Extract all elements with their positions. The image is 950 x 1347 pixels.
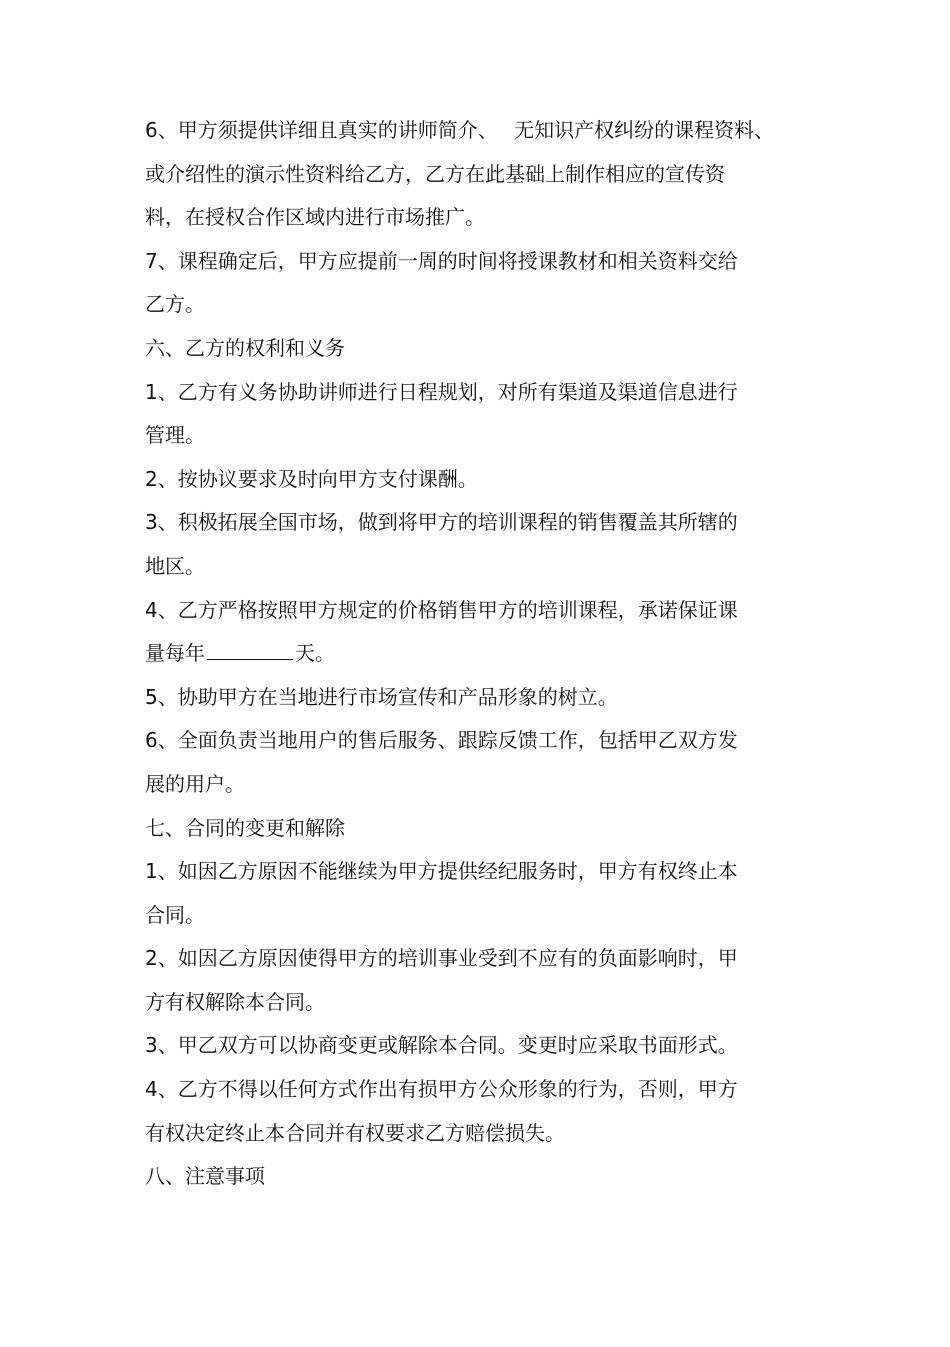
section-heading-six: 六、乙方的权利和义务 xyxy=(145,335,345,360)
item-4-line-1: 4、乙方严格按照甲方规定的价格销售甲方的培训课程，承诺保证课 xyxy=(145,597,738,622)
change-item-2-line-2: 方有权解除本合同。 xyxy=(145,989,325,1014)
clause-7-line-2: 乙方。 xyxy=(145,292,205,317)
clause-7-line-1: 7、课程确定后，甲方应提前一周的时间将授课教材和相关资料交给 xyxy=(145,248,738,273)
item-5-line-1: 5、协助甲方在当地进行市场宣传和产品形象的树立。 xyxy=(145,684,618,709)
clause-6-line-2: 或介绍性的演示性资料给乙方，乙方在此基础上制作相应的宣传资 xyxy=(145,161,725,186)
change-item-2-line-1: 2、如因乙方原因使得甲方的培训事业受到不应有的负面影响时，甲 xyxy=(145,946,738,971)
days-blank-field xyxy=(207,641,293,660)
change-item-1-line-1: 1、如因乙方原因不能继续为甲方提供经纪服务时，甲方有权终止本 xyxy=(145,859,738,884)
section-heading-seven: 七、合同的变更和解除 xyxy=(145,815,345,840)
item-4-line-2 xyxy=(145,632,805,676)
item-6-line-2: 展的用户。 xyxy=(145,771,245,796)
item-6-line-1: 6、全面负责当地用户的售后服务、跟踪反馈工作，包括甲乙双方发 xyxy=(145,728,738,753)
clause-6-line-3: 料，在授权合作区域内进行市场推广。 xyxy=(145,205,485,230)
change-item-1-line-2: 合同。 xyxy=(145,902,205,927)
item-1-line-2: 管理。 xyxy=(145,423,205,448)
item-4-line-2-prefix: 量每年 xyxy=(145,641,205,666)
item-1-line-1: 1、乙方有义务协助讲师进行日程规划，对所有渠道及渠道信息进行 xyxy=(145,379,738,404)
change-item-3-line-1: 3、甲乙双方可以协商变更或解除本合同。变更时应采取书面形式。 xyxy=(145,1033,738,1058)
item-3-line-1: 3、积极拓展全国市场，做到将甲方的培训课程的销售覆盖其所辖的 xyxy=(145,510,738,535)
change-item-4-line-1: 4、乙方不得以任何方式作出有损甲方公众形象的行为，否则，甲方 xyxy=(145,1077,738,1102)
section-heading-eight: 八、注意事项 xyxy=(145,1164,265,1189)
clause-6-line-1: 6、甲方须提供详细且真实的讲师简介、 无知识产权纠纷的课程资料、 xyxy=(145,118,775,142)
item-2-line-1: 2、按协议要求及时向甲方支付课酬。 xyxy=(145,466,478,491)
document-body xyxy=(145,109,805,1199)
item-3-line-2: 地区。 xyxy=(145,553,205,578)
change-item-4-line-2: 有权决定终止本合同并有权要求乙方赔偿损失。 xyxy=(145,1120,565,1145)
item-4-line-2-suffix: 天。 xyxy=(295,641,335,666)
